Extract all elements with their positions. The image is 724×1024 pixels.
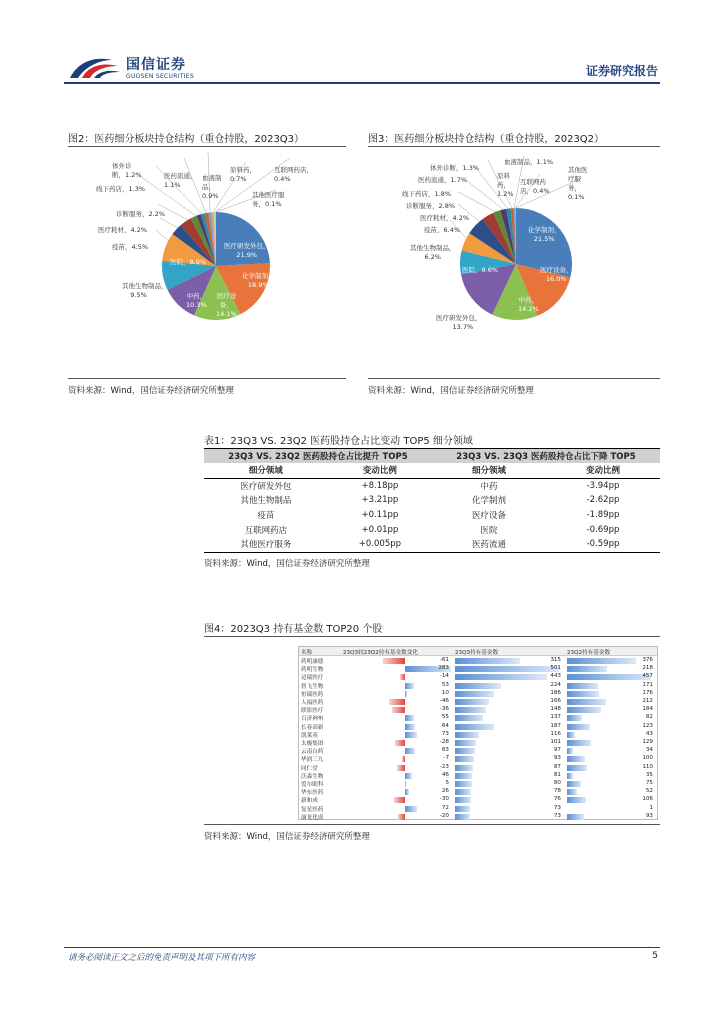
cell-sector: 医疗研发外包 — [240, 481, 292, 492]
top20-stock-name: 同仁堂 — [301, 765, 318, 772]
top20-q3-bar — [455, 781, 472, 787]
cell-sector: 其他生物制品 — [240, 496, 292, 507]
col-sector-left: 细分领域 — [204, 463, 328, 478]
report-type: 证券研究报告 — [585, 64, 658, 78]
top20-q2-value: 100 — [642, 755, 653, 762]
top20-change-bar — [400, 674, 405, 680]
top20-stock-name: 沃森生物 — [301, 773, 324, 780]
fig3-label-chem: 化学制剂， 21.5% — [528, 226, 561, 243]
top20-change-value: -30 — [439, 796, 449, 803]
top20-change-value: 72 — [441, 804, 449, 811]
table1-source: 资料来源：Wind，国信证券经济研究所整理 — [204, 559, 370, 569]
col-change-right: 变动比例 — [546, 463, 660, 478]
top20-change-value: -28 — [439, 739, 449, 745]
top20-q2-value: 34 — [645, 747, 653, 754]
fig3-label-rd: 医疗研发外包， 13.7% — [436, 314, 482, 331]
top20-q3-value: 87 — [553, 763, 561, 770]
top20-change-value: 5 — [445, 780, 449, 786]
table-group-header — [204, 449, 660, 464]
top20-q2-bar — [567, 691, 599, 697]
top20-q3-value: 148 — [550, 706, 561, 713]
fig3-label-tcm: 中药， 14.2% — [518, 296, 539, 313]
top20-q2-bar — [567, 666, 607, 672]
col-sector-right: 细分领域 — [432, 463, 546, 478]
top20-q2-bar — [567, 683, 598, 689]
logo-name-cn: 国信证券 — [126, 57, 186, 73]
top20-q3-value: 137 — [550, 714, 561, 721]
top20-stock-name: 药明生物 — [301, 667, 324, 674]
top20-q3-bar — [455, 773, 472, 779]
fig2-label-device: 医疗设 备， 14.1% — [216, 292, 237, 318]
top20-change-value: 26 — [441, 788, 449, 795]
cell-change: +0.005pp — [328, 537, 432, 552]
top20-stock-name: 药明康德 — [301, 659, 324, 665]
top20-q3-value: 73 — [553, 812, 561, 819]
top20-q3-bar — [455, 732, 479, 738]
top20-change-bar — [405, 781, 406, 787]
fig3-label-vaccine: 疫苗，6.4% — [424, 226, 461, 234]
table-col-header — [204, 463, 660, 478]
top20-q2-bar — [567, 658, 636, 664]
top20-change-bar — [389, 699, 405, 705]
top20-q2-value: 171 — [642, 681, 653, 688]
top20-q2-bar — [567, 715, 582, 721]
top20-change-value: -36 — [439, 706, 449, 713]
top20-change-value: 53 — [441, 681, 449, 688]
top20-change-bar — [402, 756, 405, 762]
top20-change-bar — [394, 797, 405, 803]
top20-stock-name: 迈瑞医疗 — [301, 675, 324, 682]
top20-q3-bar — [455, 674, 547, 680]
top20-change-bar — [405, 683, 414, 689]
fig2-label-distribution: 医药流通， 1.1% — [164, 172, 197, 189]
cell-sector: 医院 — [480, 525, 498, 536]
top20-q3-bar — [455, 765, 473, 771]
top20-stock-name: 恒瑞医药 — [301, 691, 324, 698]
top20-stock-name: 云南白药 — [301, 749, 324, 756]
top20-q2-bar — [567, 699, 606, 705]
cell-sector: 互联网药店 — [244, 525, 288, 536]
table-row — [204, 522, 660, 537]
top20-q3-value: 80 — [553, 780, 561, 786]
cell-sector: 医药流通 — [432, 537, 546, 552]
top20-stock-name: 凯莱英 — [301, 732, 318, 739]
top20-q3-bar — [455, 707, 486, 713]
top20-q3-value: 116 — [550, 730, 561, 737]
top20-q3-value: 186 — [550, 689, 561, 696]
header-divider — [64, 82, 660, 84]
top20-stock-name: 华润三九 — [301, 757, 324, 764]
top20-change-bar — [405, 748, 415, 754]
top20-table — [298, 646, 658, 820]
top20-q3-bar — [455, 814, 470, 820]
top20-q3-bar — [455, 789, 471, 795]
top20-q3-bar — [455, 699, 489, 705]
fig3-label-diag: 诊断服务，2.8% — [406, 202, 456, 210]
fig3-title: 图3：医药细分板块持仓结构（重仓持股，2023Q2） — [368, 134, 605, 145]
top20-change-bar — [395, 740, 405, 746]
cell-sector: 中药 — [480, 481, 498, 492]
footer-divider — [64, 947, 660, 948]
top20-stock-name: 康龙化成 — [301, 814, 324, 821]
top20-stock-name: 百济神州 — [301, 716, 324, 723]
top20-change-bar — [397, 765, 405, 771]
top20-q2-value: 43 — [645, 730, 653, 737]
fig4-top-rule — [204, 636, 660, 637]
top20-q3-value: 73 — [553, 804, 561, 811]
cell-change: +0.01pp — [361, 524, 399, 535]
fig2-label-rd: 医疗研发外包， 21.9% — [224, 242, 270, 259]
top20-stock-name: 复星医药 — [301, 806, 324, 813]
fig2-label-api: 原料药， 0.7% — [230, 166, 256, 183]
top20-q2-bar — [567, 814, 584, 820]
right-group-header: 23Q3 VS. 23Q3 医药股持仓占比下降 TOP5 — [432, 449, 660, 464]
fig3-label-pharmacy-offline: 线下药店，1.8% — [402, 190, 452, 198]
fig2-bottom-rule — [68, 378, 346, 379]
top20-change-value: 283 — [438, 665, 449, 672]
left-group-header: 23Q3 VS. 23Q2 医药股持仓占比提升 TOP5 — [204, 449, 432, 464]
top20-stock-name: 太极集团 — [301, 741, 324, 747]
fig2-label-diag: 诊断服务，2.2% — [116, 210, 166, 218]
fig4-source: 资料来源：Wind，国信证券经济研究所整理 — [204, 832, 370, 842]
top20-change-bar — [405, 691, 407, 697]
col-change-left: 变动比例 — [328, 463, 432, 478]
fig3-label-distribution: 医药流通，1.7% — [418, 176, 468, 184]
top20-q3-value: 501 — [550, 665, 561, 672]
cell-sector: 疫苗 — [257, 511, 275, 522]
top20-change-value: -7 — [443, 755, 449, 762]
fig3-label-bio: 其他生物制品， 6.2% — [410, 244, 456, 261]
top20-change-bar — [398, 814, 405, 820]
top20-q3-bar — [455, 724, 494, 730]
top20-q3-bar — [455, 797, 471, 803]
fig2-label-other-services: 其他医疗服 务，0.1% — [252, 191, 285, 208]
top20-q3-bar — [455, 806, 470, 812]
top20-change-value: 73 — [441, 730, 449, 737]
top20-change-bar — [405, 732, 417, 738]
fig2-label-tcm: 中药， 10.3% — [186, 292, 207, 309]
fig2-label-pharmacy-online: 互联网药店， 0.4% — [274, 166, 313, 183]
top20-q2-value: 75 — [645, 780, 653, 786]
top20-q3-bar — [455, 658, 520, 664]
fig3-label-other-services: 其他医 疗服 务， 0.1% — [568, 166, 588, 201]
fig3-label-pharmacy-online: 互联网药 店，0.4% — [520, 178, 550, 195]
top20-col-q2: 23Q2持有基金数 — [567, 650, 611, 656]
page-header — [0, 0, 724, 90]
top20-col-change: 23Q3较23Q2持有基金数变化 — [343, 650, 418, 656]
footer-disclaimer: 请务必阅读正文之后的免责声明及其项下所有内容 — [68, 953, 256, 963]
sector-change-table — [204, 448, 660, 553]
fig2-label-chem: 化学制剂， 18.9% — [242, 272, 275, 289]
top20-q3-bar — [455, 691, 494, 697]
fig2-source: 资料来源：Wind，国信证券经济研究所整理 — [68, 386, 234, 396]
top20-q3-value: 76 — [553, 796, 561, 803]
top20-q3-value: 97 — [553, 747, 561, 754]
top20-q2-bar — [567, 789, 577, 795]
cell-sector: 医疗设备 — [471, 511, 506, 522]
table-row — [204, 508, 660, 523]
cell-change: -2.62pp — [586, 495, 620, 506]
top20-q2-bar — [567, 765, 587, 771]
top20-q3-value: 101 — [550, 739, 561, 745]
top20-q2-value: 457 — [642, 673, 653, 680]
table-row — [204, 478, 660, 493]
logo-mark-icon — [68, 52, 122, 82]
top20-change-bar — [405, 806, 417, 812]
top20-change-bar — [405, 773, 412, 779]
top20-q3-value: 166 — [550, 698, 561, 704]
top20-q3-value: 93 — [553, 755, 561, 762]
fig2-label-pharmacy-offline: 线下药店，1.3% — [96, 185, 146, 193]
cell-change: -0.59pp — [546, 537, 660, 552]
top20-q2-value: 129 — [642, 739, 653, 745]
top20-stock-name: 爱尔眼科 — [301, 782, 324, 788]
top20-q2-bar — [567, 740, 591, 746]
fig4-title: 图4：2023Q3 持有基金数 TOP20 个股 — [204, 624, 383, 635]
top20-change-value: 46 — [441, 771, 449, 778]
top20-change-value: -46 — [439, 698, 449, 704]
cell-change: +8.18pp — [361, 480, 399, 491]
cell-change: -3.94pp — [586, 480, 620, 491]
top20-change-value: -20 — [439, 812, 449, 819]
top20-change-bar — [392, 707, 405, 713]
top20-q3-value: 224 — [550, 681, 561, 688]
top20-change-value: 63 — [441, 747, 449, 754]
top20-q2-bar — [567, 724, 590, 730]
top20-q2-bar — [567, 707, 601, 713]
top20-q2-bar — [567, 756, 585, 762]
fig2-title: 图2：医药细分板块持仓结构（重仓持股，2023Q3） — [68, 134, 305, 145]
top20-q3-bar — [455, 740, 476, 746]
top20-col-q3: 23Q3持有基金数 — [455, 650, 499, 656]
page-number: 5 — [652, 951, 658, 961]
top20-q2-value: 212 — [642, 698, 653, 704]
cell-change: -0.69pp — [586, 524, 620, 535]
top20-change-value: 64 — [441, 722, 449, 729]
fig2-top-rule — [68, 146, 346, 147]
top20-q2-value: 218 — [642, 665, 653, 672]
top20-change-bar — [405, 724, 415, 730]
top20-q2-value: 93 — [645, 812, 653, 819]
fig3-label-api: 原料 药， 1.2% — [497, 172, 514, 198]
table1-title: 表1：23Q3 VS. 23Q2 医药股持仓占比变动 TOP5 细分领域 — [204, 436, 473, 447]
top20-col-name: 名称 — [301, 650, 313, 656]
fig3-label-ivd: 体外诊断，1.3% — [430, 164, 480, 172]
cell-change: +3.21pp — [361, 495, 399, 506]
top20-q2-value: 35 — [645, 771, 653, 778]
top20-q3-value: 443 — [550, 673, 561, 680]
fig3-source: 资料来源：Wind，国信证券经济研究所整理 — [368, 386, 534, 396]
top20-change-value: 55 — [441, 714, 449, 721]
top20-q3-bar — [455, 756, 474, 762]
top20-change-value: -14 — [439, 673, 449, 680]
top20-q3-value: 315 — [550, 657, 561, 663]
fig2-label-ivd: 体外诊 断，1.2% — [112, 162, 142, 179]
top20-q2-bar — [567, 781, 581, 787]
logo-name-en: GUOSEN SECURITIES — [126, 73, 195, 80]
top20-q3-bar — [455, 748, 475, 754]
cell-sector: 化学制剂 — [471, 496, 506, 507]
top20-q3-bar — [455, 683, 501, 689]
table-row — [204, 493, 660, 508]
fig2-label-bio: 其他生物制品， 9.5% — [122, 282, 168, 299]
top20-q2-value: 1 — [649, 804, 653, 811]
top20-change-value: 10 — [441, 689, 449, 696]
top20-q2-bar — [567, 732, 575, 738]
cell-change: -1.89pp — [586, 510, 620, 521]
top20-stock-name: 智飞生物 — [301, 683, 324, 690]
table-row — [204, 537, 660, 552]
fig3-bottom-rule — [368, 378, 660, 379]
top20-q2-value: 106 — [642, 796, 653, 803]
top20-q2-bar — [567, 748, 573, 754]
top20-q2-value: 184 — [642, 706, 653, 713]
top20-stock-name: 人福医药 — [301, 700, 324, 706]
top20-q2-value: 123 — [642, 722, 653, 729]
top20-stock-name: 华东医药 — [301, 790, 324, 797]
cell-sector: 其他医疗服务 — [204, 537, 328, 552]
fig2-label-blood: 血液制 品， 0.9% — [202, 174, 222, 200]
top20-stock-name: 联影医疗 — [301, 708, 324, 715]
fig2-label-vaccine: 疫苗，4.5% — [112, 243, 149, 251]
top20-q3-value: 81 — [553, 771, 561, 778]
top20-q2-value: 376 — [642, 657, 653, 663]
top20-change-bar — [383, 658, 405, 664]
top20-q3-value: 187 — [550, 722, 561, 729]
top20-q3-value: 78 — [553, 788, 561, 795]
fig3-label-consumables: 医疗耗材，4.2% — [420, 214, 470, 222]
top20-q2-value: 176 — [642, 689, 653, 696]
top20-q3-bar — [455, 715, 483, 721]
fig4-bottom-rule — [204, 824, 660, 825]
cell-change: +0.11pp — [361, 510, 399, 521]
top20-change-value: -61 — [439, 657, 449, 663]
top20-stock-name: 长春高新 — [301, 724, 324, 731]
fig3-top-rule — [368, 146, 660, 147]
top20-q2-value: 82 — [645, 714, 653, 721]
top20-q2-value: 52 — [645, 788, 653, 795]
top20-change-bar — [405, 715, 414, 721]
top20-change-bar — [405, 789, 409, 795]
top20-stock-name: 新和成 — [301, 798, 318, 805]
fig3-label-hospital: 医院，9.6% — [462, 266, 499, 274]
top20-change-value: -23 — [439, 763, 449, 770]
top20-q2-bar — [567, 797, 586, 803]
top20-q2-value: 110 — [642, 763, 653, 770]
top20-q2-bar — [567, 773, 573, 779]
fig3-label-blood: 血液制品，1.1% — [504, 158, 554, 166]
fig3-pie-chart — [368, 148, 660, 378]
fig3-label-device: 医疗设备， 16.0% — [540, 266, 573, 283]
fig2-label-hospital: 医院，8.9% — [170, 258, 207, 266]
fig2-label-consumables: 医疗耗材，4.2% — [98, 226, 148, 234]
